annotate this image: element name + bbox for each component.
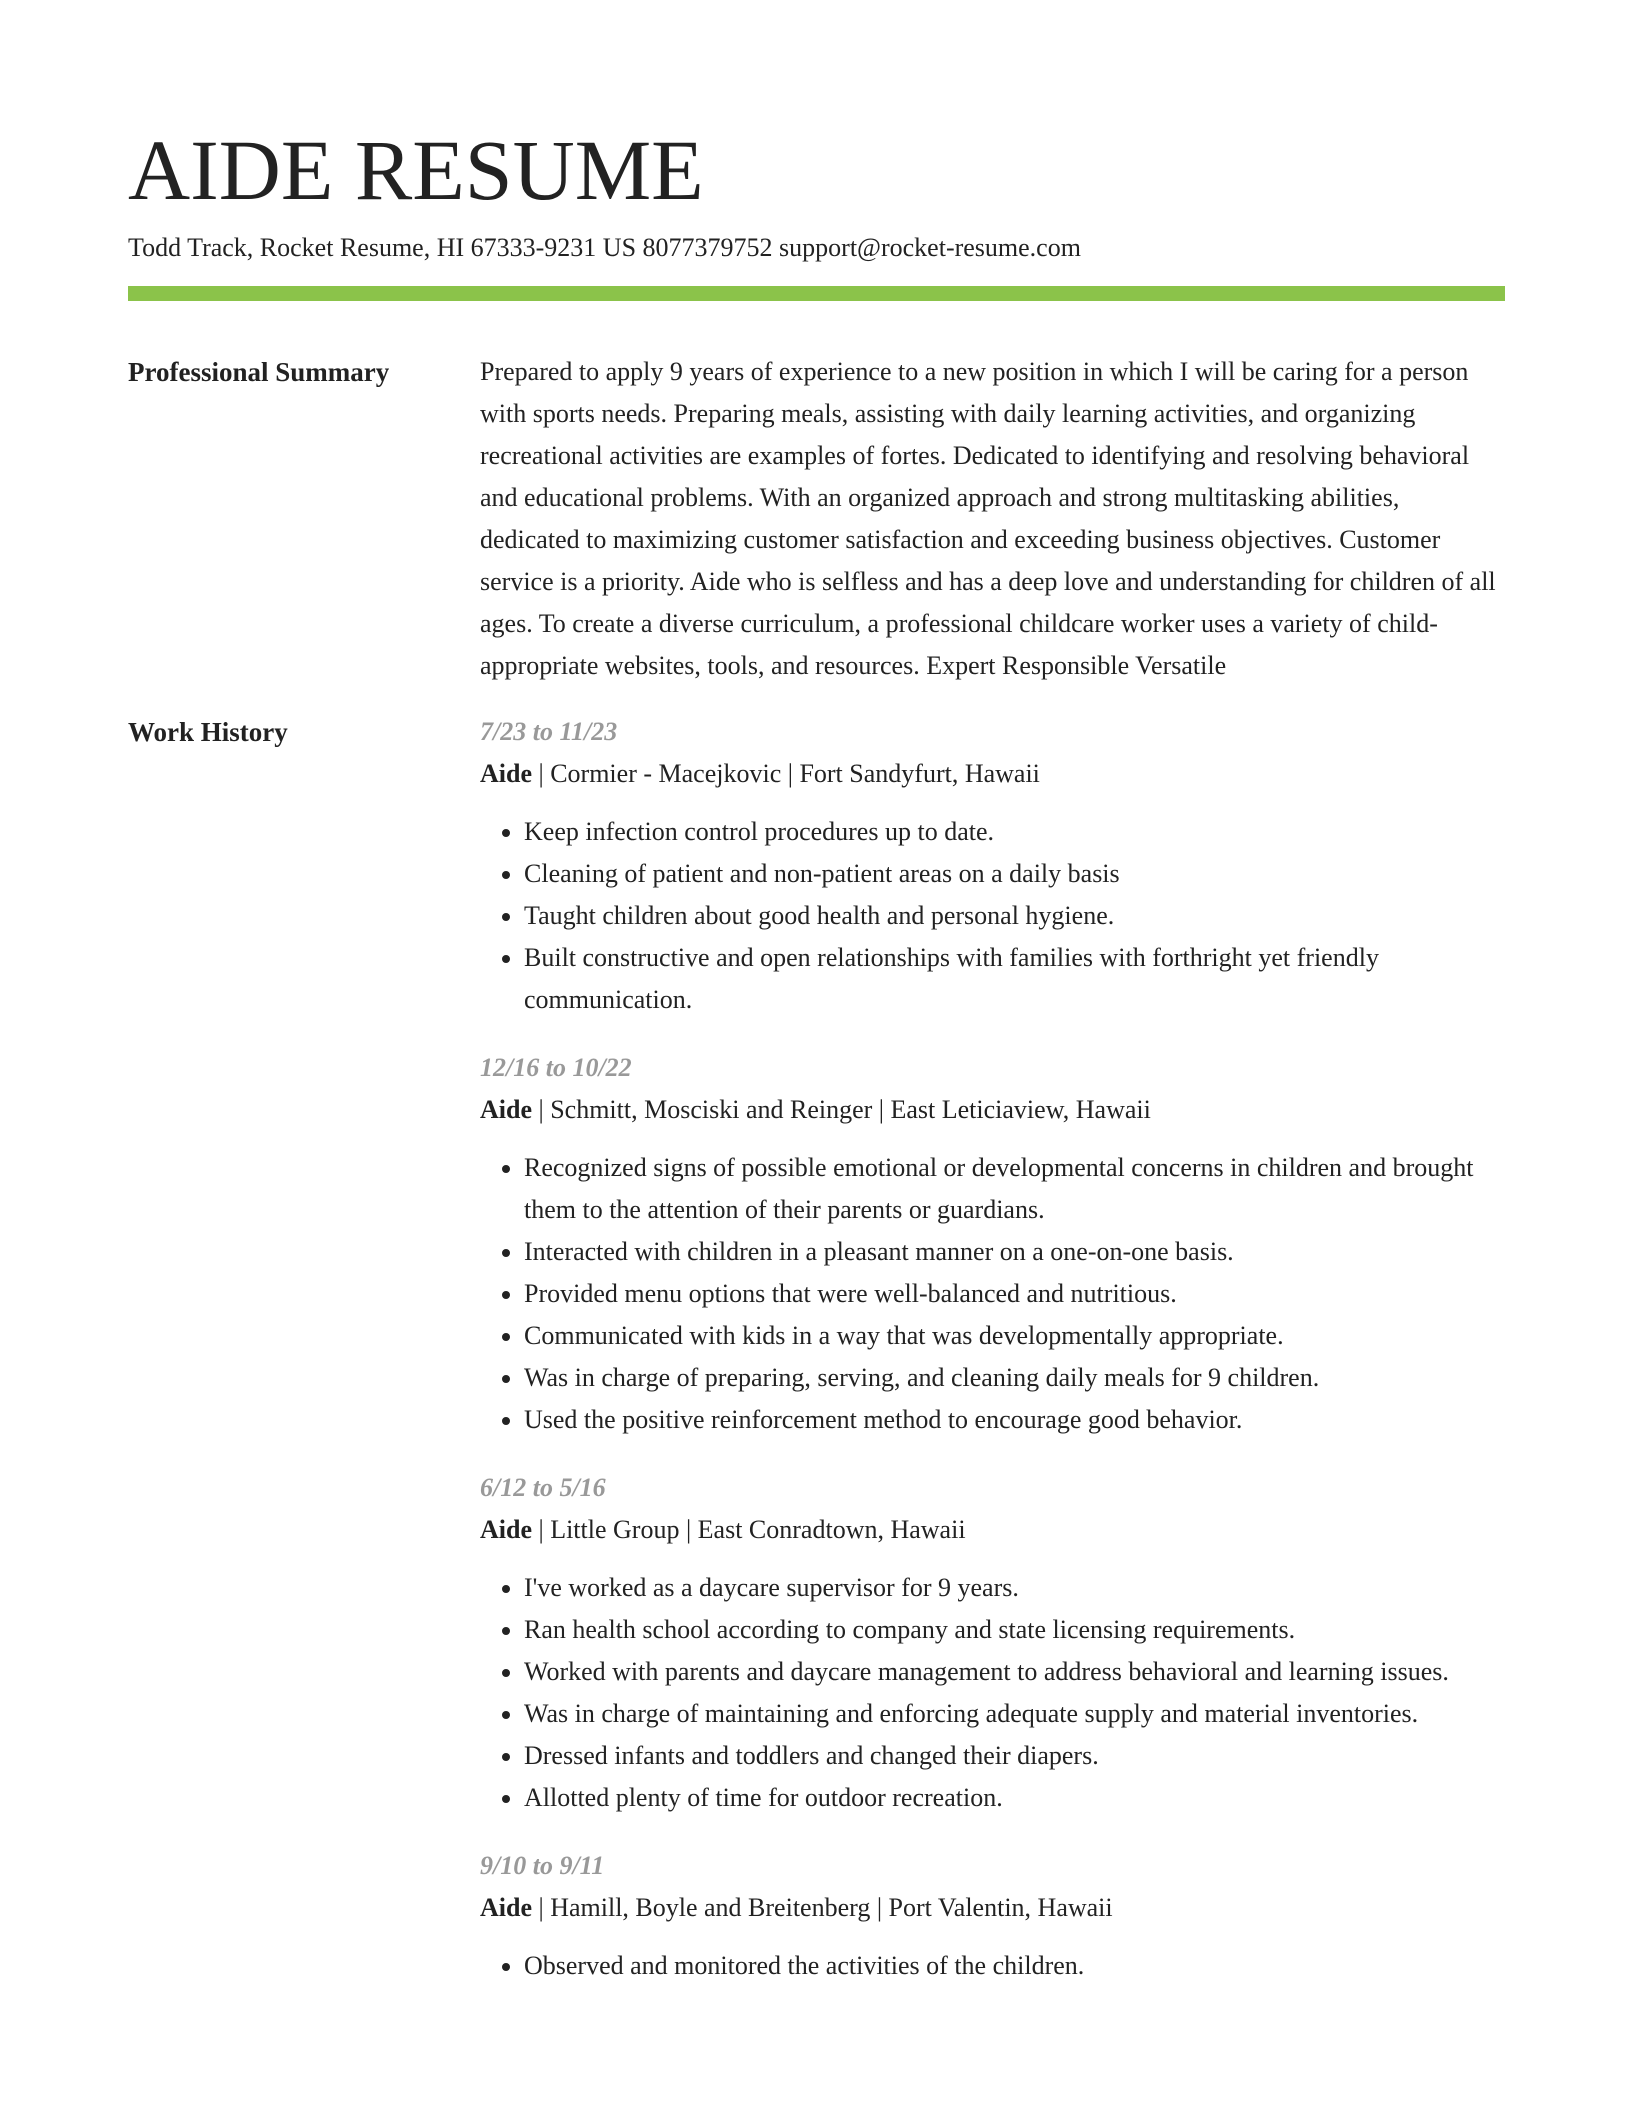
job-duty-item: • Was in charge of maintaining and enforcing adequate supply and material inventories.	[524, 1693, 1505, 1735]
job-duty-item: • Taught children about good health and personal hygiene.	[524, 895, 1505, 937]
job-duty-item: • Interacted with children in a pleasant manner on a one-on-one basis.	[524, 1231, 1505, 1273]
job-employer-location: | Little Group | East Conradtown, Hawaii	[532, 1515, 966, 1544]
job-duty-item: • Recognized signs of possible emotional or developmental concerns in children and brought them to the attention of their parents or guardians.	[524, 1147, 1505, 1231]
job-duties-list	[480, 811, 1505, 1021]
job-entry	[480, 1467, 1505, 1819]
section-heading-summary: Professional Summary	[128, 357, 390, 387]
job-heading	[480, 1089, 1505, 1131]
summary-body	[480, 351, 1505, 687]
resume-title: AIDE RESUME	[128, 122, 704, 218]
job-duty-item: • Built constructive and open relationships with families with forthright yet friendly communication.	[524, 937, 1505, 1021]
job-employer-location: | Schmitt, Mosciski and Reinger | East Leticiaview, Hawaii	[532, 1095, 1151, 1124]
job-duty-item: • Keep infection control procedures up to date.	[524, 811, 1505, 853]
job-duty-item: • Allotted plenty of time for outdoor recreation.	[524, 1777, 1505, 1819]
job-dates: 9/10 to 9/11	[480, 1851, 605, 1880]
job-title: Aide	[480, 1893, 532, 1922]
job-entry	[480, 1047, 1505, 1441]
job-duty-item: • Ran health school according to company and state licensing requirements.	[524, 1609, 1505, 1651]
job-dates: 6/12 to 5/16	[480, 1473, 606, 1502]
job-heading	[480, 753, 1505, 795]
contact-line: Todd Track, Rocket Resume, HI 67333-9231 US 8077379752 support@rocket-resume.com	[128, 233, 1081, 262]
summary-section	[128, 351, 1505, 687]
job-title: Aide	[480, 1515, 532, 1544]
job-duty-item: • Observed and monitored the activities of the children.	[524, 1945, 1505, 1987]
job-duty-item: • Was in charge of preparing, serving, and cleaning daily meals for 9 children.	[524, 1357, 1505, 1399]
job-duty-item: • Used the positive reinforcement method to encourage good behavior.	[524, 1399, 1505, 1441]
job-heading	[480, 1509, 1505, 1551]
work-history-section	[128, 711, 1505, 2013]
job-heading	[480, 1887, 1505, 1929]
summary-text: Prepared to apply 9 years of experience to a new position in which I will be caring for a person with sports needs. Preparing meals, assisting with daily learning activities, and organizing recreational activities are examples of fortes. Dedicated to identifying and resolving behavioral and educational problems. With an organized approach and strong multitasking abilities, dedicated to maximizing customer satisfaction and exceeding business objectives. Customer service is a priority. Aide who is selfless and has a deep love and understanding for children of all ages. To create a diverse curriculum, a professional childcare worker uses a variety of child-appropriate websites, tools, and resources. Expert Responsible Versatile	[480, 357, 1496, 680]
job-duty-item: • Worked with parents and daycare management to address behavioral and learning issues.	[524, 1651, 1505, 1693]
job-duty-item: • Communicated with kids in a way that was developmentally appropriate.	[524, 1315, 1505, 1357]
job-duties-list	[480, 1567, 1505, 1819]
resume-page	[128, 118, 1505, 2013]
job-duty-item: • Cleaning of patient and non-patient areas on a daily basis	[524, 853, 1505, 895]
job-entry	[480, 1845, 1505, 1987]
job-duties-list	[480, 1945, 1505, 1987]
accent-divider	[128, 286, 1505, 301]
job-employer-location: | Cormier - Macejkovic | Fort Sandyfurt, Hawaii	[532, 759, 1040, 788]
job-duties-list	[480, 1147, 1505, 1441]
job-title: Aide	[480, 759, 532, 788]
job-entry	[480, 711, 1505, 1021]
section-heading-work-history: Work History	[128, 717, 288, 747]
job-title: Aide	[480, 1095, 532, 1124]
job-dates: 7/23 to 11/23	[480, 717, 618, 746]
job-duty-item: • Provided menu options that were well-balanced and nutritious.	[524, 1273, 1505, 1315]
job-dates: 12/16 to 10/22	[480, 1053, 632, 1082]
job-employer-location: | Hamill, Boyle and Breitenberg | Port Valentin, Hawaii	[532, 1893, 1113, 1922]
work-history-body	[480, 711, 1505, 2013]
job-duty-item: • I've worked as a daycare supervisor for 9 years.	[524, 1567, 1505, 1609]
job-duty-item: • Dressed infants and toddlers and changed their diapers.	[524, 1735, 1505, 1777]
